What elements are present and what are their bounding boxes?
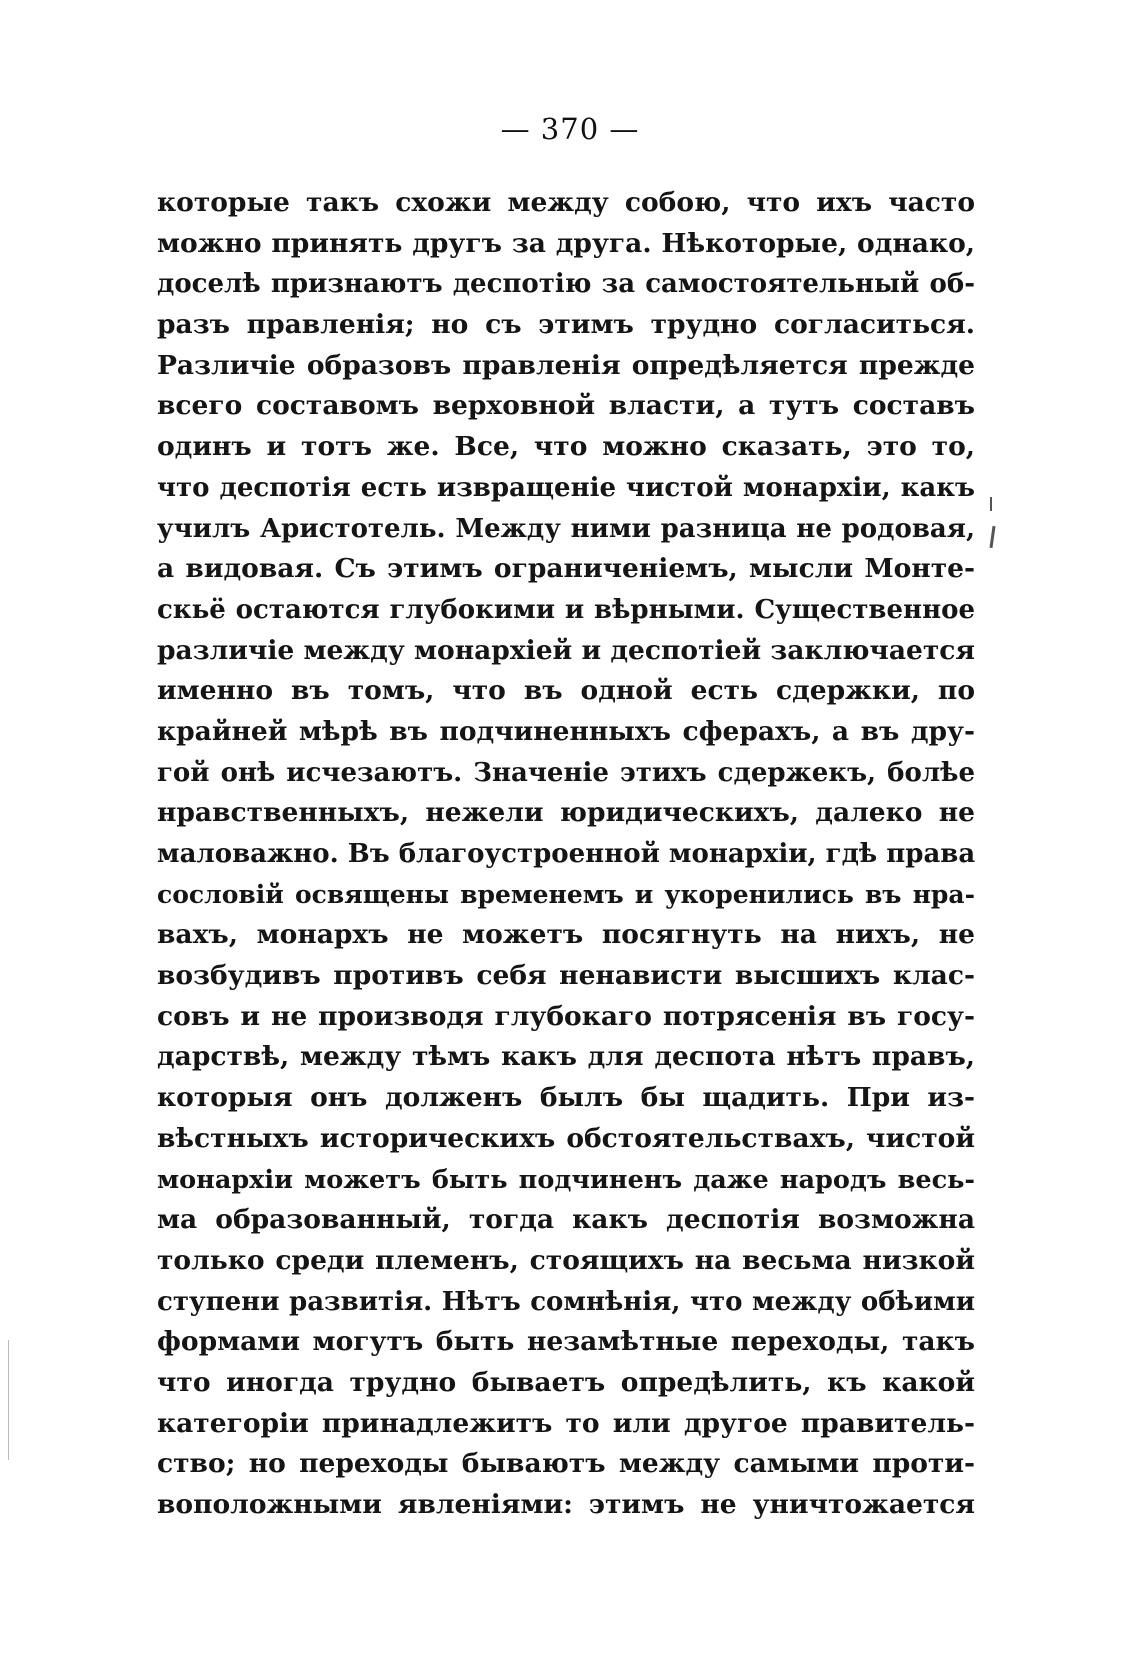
text-line: а видовая. Съ этимъ ограниченіемъ, мысли Монте- [157,553,975,585]
text-line: одинъ и тотъ же. Все, что можно сказать, это то, [157,431,975,463]
text-line: воположными явленіями: этимъ не уничтожается [157,1489,975,1520]
body-text [157,183,975,1526]
text-line: возбудивъ противъ себя ненависти высшихъ клас- [157,960,975,992]
text-line: категоріи принадлежитъ то или другое правитель- [157,1407,975,1439]
text-line: скьё остаются глубокими и вѣрными. Существенное [157,594,975,625]
text-line: что деспотія есть извращеніе чистой монархіи, какъ [157,472,975,503]
text-line: доселѣ признаютъ деспотію за самостоятельный об- [157,269,975,300]
text-line: нравственныхъ, нежели юридическихъ, далеко не [157,797,975,829]
text-line: всего составомъ верховной власти, а тутъ составъ [157,390,975,422]
text-line: формами могутъ быть незамѣтные переходы, такъ [157,1326,975,1358]
margin-mark [8,1340,9,1460]
margin-mark [989,526,995,548]
text-line: различіе между монархіей и деспотіей заключается [157,634,975,666]
text-line: вахъ, монархъ не можетъ посягнуть на нихъ, не [157,919,975,951]
text-line: ство; но переходы бываютъ между самыми проти- [157,1448,975,1480]
text-line: сословій освящены временемъ и укоренились въ нра- [157,879,975,909]
text-line: совъ и не производя глубокаго потрясенія въ госу- [157,1000,975,1032]
text-line: гой онѣ исчезаютъ. Значеніе этихъ сдержекъ, болѣе [157,757,975,788]
text-line: дарствѣ, между тѣмъ какъ для деспота нѣтъ правъ, [157,1041,975,1073]
text-line: маловажно. Въ благоустроенной монархіи, гдѣ права [157,839,975,869]
text-line: училъ Аристотель. Между ними разница не родовая, [157,513,975,544]
margin-mark [990,497,992,511]
text-line: разъ правленія; но съ этимъ трудно согласиться. [157,309,975,341]
text-line: крайней мѣрѣ въ подчиненныхъ сферахъ, а въ дру- [157,715,975,747]
text-line: только среди племенъ, стоящихъ на весьма низкой [157,1244,975,1276]
text-line: вѣстныхъ историческихъ обстоятельствахъ, чистой [157,1122,975,1154]
text-line: можно принять другъ за друга. Нѣкоторые, однако, [157,227,975,259]
text-line: Различіе образовъ правленія опредѣляется прежде [157,349,975,381]
text-line: именно въ томъ, что въ одной есть сдержки, по [157,675,975,707]
text-line: которыя онъ долженъ былъ бы щадить. При из- [157,1082,975,1114]
text-line: что иногда трудно бываетъ опредѣлить, къ какой [157,1366,975,1398]
text-line: ступени развитія. Нѣтъ сомнѣнія, что между обѣими [157,1286,975,1317]
text-line: ма образованный, тогда какъ деспотія возможна [157,1204,975,1236]
text-line: монархіи можетъ быть подчиненъ даже народъ весь- [157,1164,975,1195]
text-line: которые такъ схожи между собою, что ихъ часто [157,187,975,218]
page-number: — 370 — [500,112,640,146]
